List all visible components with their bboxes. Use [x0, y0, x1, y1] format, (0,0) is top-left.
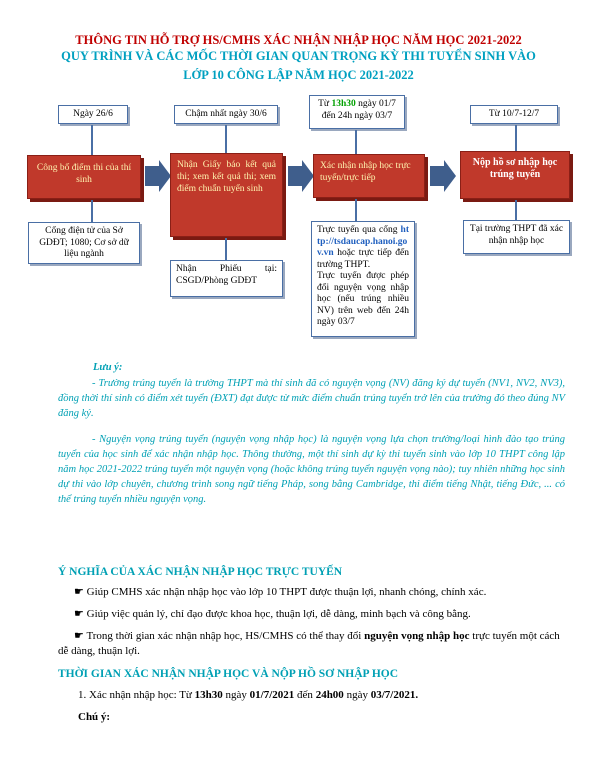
- step4-detail: Tại trường THPT đã xác nhận nhập học: [463, 220, 570, 254]
- portal-link[interactable]: http://tsdaucap.hanoi.gov.vn: [317, 225, 409, 258]
- pointing-hand-icon: ☛: [74, 630, 84, 642]
- connector: [91, 125, 93, 155]
- page-subtitle: [40, 47, 557, 85]
- step2-date: Chậm nhất ngày 30/6: [174, 105, 278, 124]
- arrow-right-icon: [145, 166, 159, 186]
- timing-line-1: 1. Xác nhận nhập học: Từ 13h30 ngày 01/7/2021 đến 24h00 ngày 03/7/2021.: [78, 689, 419, 701]
- connector: [355, 199, 357, 221]
- step3-detail: Trực tuyến qua cổng http://tsdaucap.hanoi.gov.vn hoặc trực tiếp đến trường THPT. Trực tuyến được phép đổi nguyện vọng nhập học (nếu trúng nhiều NV) trên web đến 24h ngày 03/7: [311, 221, 415, 337]
- step3-action: Xác nhận nhập học trực tuyến/trực tiếp: [313, 154, 425, 198]
- timing-note-label: Chú ý:: [78, 711, 111, 723]
- step2-detail: Nhận Phiếu tại: CSGD/Phòng GDĐT: [170, 260, 283, 297]
- connector: [225, 125, 227, 153]
- step1-date: Ngày 26/6: [58, 105, 128, 124]
- step4-action: Nộp hồ sơ nhập học trúng tuyển: [460, 151, 570, 199]
- step1-detail: Cổng điện tử của Sở GDĐT; 1080; Cơ sở dữ liệu ngành: [28, 222, 140, 264]
- meaning-bullet-3: ☛ Trong thời gian xác nhận nhập học, HS/CMHS có thể thay đổi nguyện vọng nhập học trực tuyến một cách dễ dàng, thuận lợi.: [58, 630, 560, 657]
- step1-action: Công bố điểm thi của thí sinh: [27, 155, 141, 199]
- timing-heading: THỜI GIAN XÁC NHẬN NHẬP HỌC VÀ NỘP HỒ SƠ NHẬP HỌC: [58, 668, 399, 680]
- connector: [225, 238, 227, 260]
- notes-paragraph-2: - Nguyện vọng trúng tuyển (nguyện vọng nhập học) là nguyện vọng lựa chọn trường/loại hình đào tạo trúng tuyển của học sinh để xác nhận nhập học. Thông thường, một thí sinh dự kỳ thi tuyển sinh vào lớp 10 THPT công lập năm học 2021-2022 trúng tuyển một nguyện vọng (hoặc không trúng tuyển nguyện vọng nào); tuy nhiên những học sinh dự thi vào lớp chuyên, chương trình song ngữ tiếng Pháp, song bằng Cambridge, thi điểm tiếng Nhật, tiếng Đức, ... có thể trúng tuyển nhiều nguyện vọng.: [58, 434, 565, 505]
- arrow-right-icon: [288, 166, 302, 186]
- meaning-bullet-2: ☛ Giúp việc quản lý, chỉ đạo được khoa học, thuận lợi, dễ dàng, minh bạch và công bằng.: [74, 608, 471, 620]
- step2-action: Nhận Giấy báo kết quả thi; xem kết quả thi; xem điểm chuẩn tuyển sinh: [170, 153, 283, 237]
- connector: [515, 125, 517, 151]
- notes-paragraph-1: - Trường trúng tuyển là trường THPT mà thí sinh đã có nguyện vọng (NV) đăng ký dự tuyển (NV1, NV2, NV3), đồng thời thí sinh có điểm xét tuyển (ĐXT) đạt được từ mức điểm chuẩn trúng tuyển trở lên của trường đó theo đúng NV đăng ký.: [58, 378, 565, 419]
- pointing-hand-icon: ☛: [74, 608, 84, 620]
- meaning-bullet-1: ☛ Giúp CMHS xác nhận nhập học vào lớp 10 THPT được thuận lợi, nhanh chóng, chính xác.: [74, 586, 487, 598]
- arrow-right-icon: [430, 166, 444, 186]
- subtitle-line-2: LỚP 10 CÔNG LẬP NĂM HỌC 2021-2022: [183, 68, 414, 82]
- notes-heading: Lưu ý:: [93, 362, 123, 373]
- connector: [91, 200, 93, 222]
- step3-date: Từ 13h30 ngày 01/7 đến 24h ngày 03/7: [309, 95, 405, 129]
- connector: [355, 130, 357, 154]
- step4-date: Từ 10/7-12/7: [470, 105, 558, 124]
- meaning-heading: Ý NGHĨA CỦA XÁC NHẬN NHẬP HỌC TRỰC TUYẾN: [58, 566, 343, 578]
- pointing-hand-icon: ☛: [74, 586, 84, 598]
- arrow-head-icon: [444, 160, 456, 192]
- connector: [515, 200, 517, 220]
- subtitle-line-1: QUY TRÌNH VÀ CÁC MỐC THỜI GIAN QUAN TRỌNG KỲ THI TUYỂN SINH VÀO: [61, 49, 536, 63]
- page-title: THÔNG TIN HỖ TRỢ HS/CMHS XÁC NHẬN NHẬP HỌC NĂM HỌC 2021-2022: [75, 33, 522, 47]
